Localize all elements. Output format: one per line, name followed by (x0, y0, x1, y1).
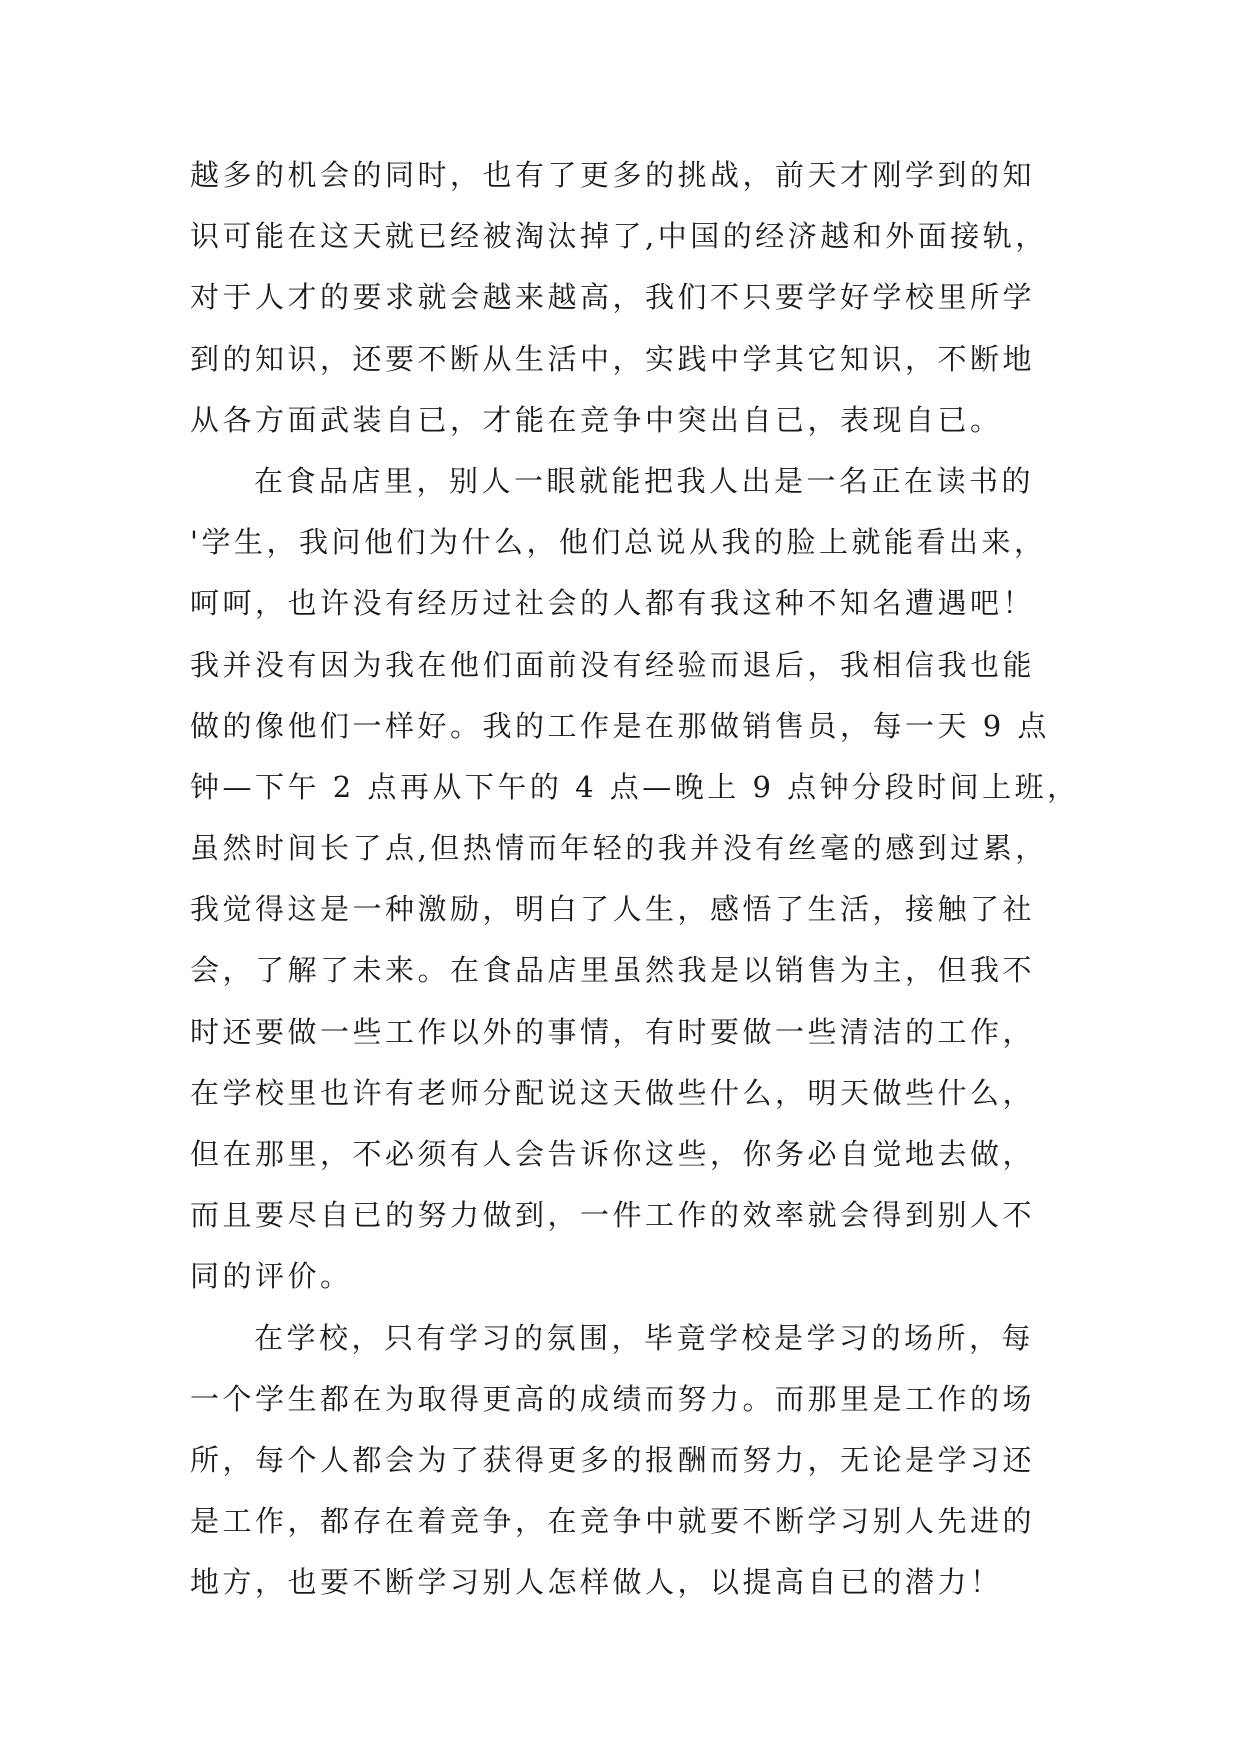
text-line: 会，了解了未来。在食品店里虽然我是以销售为主，但我不 (190, 953, 1036, 988)
text-line: 虽然时间长了点,但热情而年轻的我并没有丝毫的感到过累， (190, 831, 1048, 866)
text-line: 同的评价。 (190, 1259, 353, 1294)
text-line: 识可能在这天就已经被淘汰掉了,中国的经济越和外面接轨， (190, 219, 1048, 254)
paragraph-start-line: 在食品店里，别人一眼就能把我人出是一名正在读书的 (254, 463, 1035, 498)
text-line: 而且要尽自已的努力做到，一件工作的效率就会得到别人不 (190, 1198, 1036, 1233)
text-line: 所，每个人都会为了获得更多的报酬而努力，无论是学习还 (190, 1442, 1036, 1477)
text-line: 时还要做一些工作以外的事情，有时要做一些清洁的工作， (190, 1014, 1036, 1049)
text-line: 但在那里，不必须有人会告诉你这些，你务必自觉地去做， (190, 1137, 1036, 1171)
text-line: 地方，也要不断学习别人怎样做人，以提高自已的潜力！ (190, 1565, 1003, 1600)
text-line: 越多的机会的同时，也有了更多的挑战，前天才刚学到的知 (190, 158, 1036, 192)
text-line: 从各方面武装自已，才能在竞争中突出自已，表现自已。 (190, 402, 1003, 437)
text-line: 在学校里也许有老师分配说这天做些什么，明天做些什么， (190, 1075, 1036, 1110)
text-line: 我并没有因为我在他们面前没有经验而退后，我相信我也能 (190, 647, 1036, 682)
paragraph-start-line: 在学校，只有学习的氛围，毕竟学校是学习的场所，每 (254, 1320, 1035, 1355)
text-line: 一个学生都在为取得更高的成绩而努力。而那里是工作的场 (190, 1381, 1036, 1416)
text-line: 对于人才的要求就会越来越高，我们不只要学好学校里所学 (190, 280, 1036, 315)
text-line: 呵呵，也许没有经历过社会的人都有我这种不知名遭遇吧！ (190, 586, 1036, 621)
text-line: 钟—下午 2 点再从下午的 4 点—晚上 9 点钟分段时间上班， (190, 769, 1080, 804)
text-line: 做的像他们一样好。我的工作是在那做销售员，每一天 9 点 (190, 708, 1050, 743)
text-line: 我觉得这是一种激励，明白了人生，感悟了生活，接触了社 (190, 892, 1036, 927)
text-line: 到的知识，还要不断从生活中，实践中学其它知识，不断地 (190, 341, 1036, 376)
text-line: '学生，我问他们为什么，他们总说从我的脸上就能看出来， (190, 525, 1047, 560)
text-line: 是工作，都存在着竞争，在竞争中就要不断学习别人先进的 (190, 1504, 1036, 1539)
body-text (190, 155, 1090, 1624)
